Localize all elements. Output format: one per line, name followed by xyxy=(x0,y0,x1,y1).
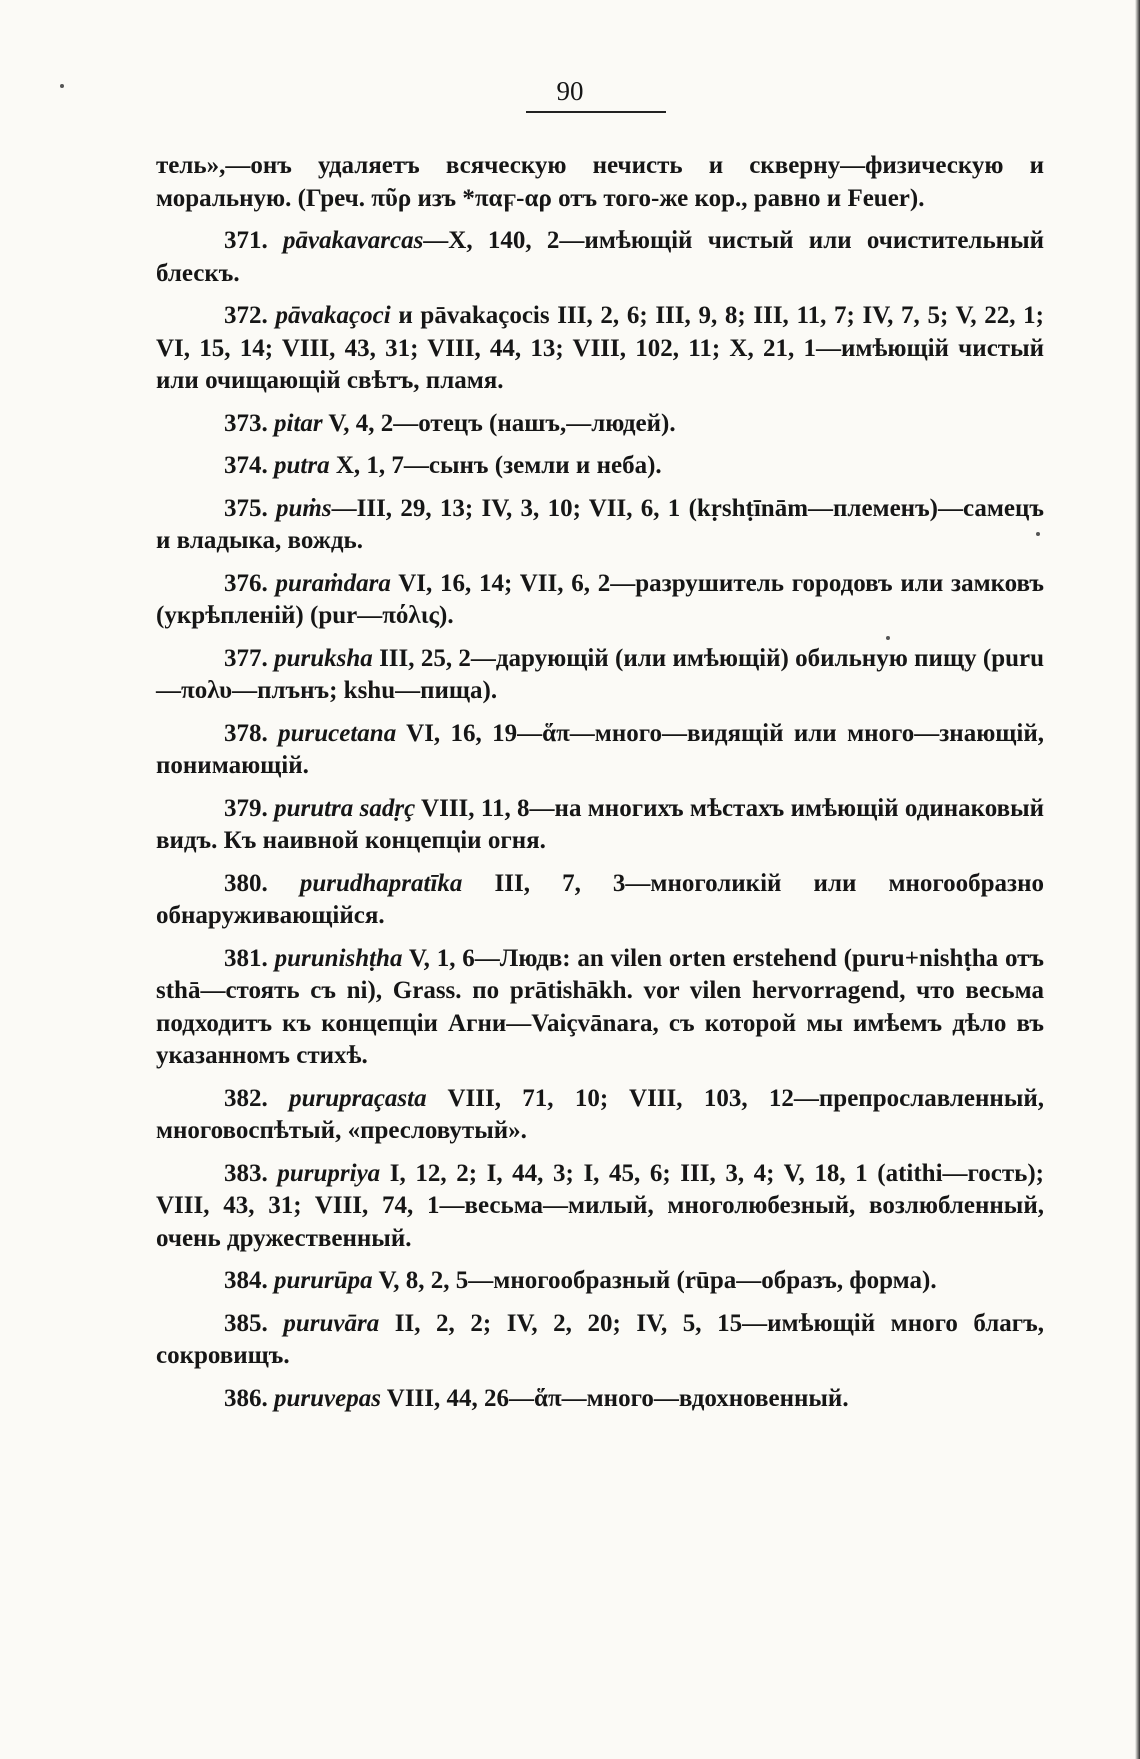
entry-text: I, 12, 2; I, 44, 3; I, 45, 6; III, 3, 4; V, 18, 1 (atithi—гость); VIII, 43, 31; VIII, 74, 1—весьма—милый, многолюбезный, возлюбленный, очень дружественный. xyxy=(156,1159,1045,1252)
entry-term: pururūpa xyxy=(274,1267,373,1294)
entry-number: 386. xyxy=(224,1384,268,1412)
scan-speck xyxy=(886,636,890,640)
entry-term: puruvāra xyxy=(283,1309,380,1337)
entry-371 xyxy=(156,225,1044,290)
entry-number: 371. xyxy=(224,227,268,254)
scan-speck xyxy=(60,84,64,88)
entry-text: VIII, 11, 8—на многихъ мѣстахъ имѣющій одинаковый видъ. Къ наивной концепціи огня. xyxy=(156,794,1045,854)
entry-number: 375. xyxy=(224,494,268,522)
entry-term: purucetana xyxy=(278,719,397,747)
entry-text: V, 8, 2, 5—многообразный (rūpa—образъ, форма). xyxy=(372,1267,937,1294)
entry-number: 373. xyxy=(224,409,268,437)
entry-number: 381. xyxy=(224,944,268,972)
entry-text: III, 7, 3—многоликій или многообразно обнаруживающійся. xyxy=(156,869,1044,929)
entry-term: pāvakaçoci xyxy=(275,302,391,329)
entry-373 xyxy=(156,408,1044,441)
entry-text: и pāvakaçocis III, 2, 6; III, 9, 8; III, 11, 7; IV, 7, 5; V, 22, 1; VI, 15, 14; VIII, 43, 31; VIII, 44, 13; VIII, 102, 11; X, 21, 1—имѣющій чистый или очищающій свѣтъ, пламя. xyxy=(156,302,1045,394)
entry-text: —X, 140, 2—имѣющій чистый или очистительный блескъ. xyxy=(156,227,1045,287)
entry-375 xyxy=(156,493,1044,558)
page-number: 90 xyxy=(556,76,584,106)
entry-number: 380. xyxy=(224,869,268,897)
dictionary-text xyxy=(156,150,1044,1425)
entry-number: 377. xyxy=(224,644,268,672)
entry-382 xyxy=(156,1083,1044,1148)
entry-term: pitar xyxy=(274,409,323,437)
entry-381 xyxy=(156,943,1044,1073)
scan-edge-shadow xyxy=(1135,0,1140,1759)
entry-continuation xyxy=(156,150,1044,215)
entry-383 xyxy=(156,1158,1044,1256)
entry-text: VI, 16, 14; VII, 6, 2—разрушитель городовъ или замковъ (укрѣпленій) (pur—πόλις). xyxy=(156,569,1044,629)
entry-term: pāvakavarcas xyxy=(283,227,424,254)
entry-text: VIII, 44, 26—ἅπ—много—вдохновенный. xyxy=(380,1384,849,1412)
entry-number: 376. xyxy=(224,569,268,597)
entry-term: purupriya xyxy=(277,1159,381,1187)
scan-speck xyxy=(1036,532,1040,536)
entry-term: puruksha xyxy=(274,644,373,672)
entry-385 xyxy=(156,1308,1044,1373)
entry-term: puṁs xyxy=(276,494,332,522)
entry-number: 385. xyxy=(224,1309,268,1337)
entry-text: V, 1, 6—Людв: an vilen orten erstehend (puru+nishṭha отъ sthā—стоять съ ni), Grass. по prātishākh. vor vilen hervorragend, что весьма подходитъ къ концепціи Агни—Vaiçvānara, съ которой мы имѣемъ дѣло въ указанномъ стихѣ. xyxy=(156,944,1045,1069)
entry-378 xyxy=(156,718,1044,783)
entry-text: тель»,—онъ удаляетъ всяческую нечисть и скверну—физическую и моральную. (Греч. πῦρ изъ *παϝ-αρ отъ того-же кор., равно и Feuer). xyxy=(156,152,1044,212)
entry-term: putra xyxy=(274,452,330,479)
entry-number: 384. xyxy=(224,1267,268,1294)
entry-377 xyxy=(156,643,1044,708)
entry-386 xyxy=(156,1383,1044,1416)
entry-text: II, 2, 2; IV, 2, 20; IV, 5, 15—имѣющій много благъ, сокровищъ. xyxy=(156,1309,1044,1369)
entry-text: VI, 16, 19—ἅπ—много—видящій или много—знающій, понимающій. xyxy=(156,719,1045,779)
entry-380 xyxy=(156,868,1044,933)
page-number-rule xyxy=(526,111,666,113)
entry-text: V, 4, 2—отецъ (нашъ,—людей). xyxy=(322,409,676,437)
entry-374 xyxy=(156,450,1044,483)
entry-number: 378. xyxy=(224,719,268,747)
entry-379 xyxy=(156,793,1044,858)
entry-term: purutra sadṛç xyxy=(274,794,416,822)
entry-term: purunishṭha xyxy=(274,944,403,972)
entry-text: VIII, 71, 10; VIII, 103, 12—препрославленный, многовоспѣтый, «пресловутый». xyxy=(156,1084,1044,1144)
entry-376 xyxy=(156,568,1044,633)
entry-term: purudhapratīka xyxy=(299,869,463,897)
entry-term: purupraçasta xyxy=(289,1084,427,1112)
entry-384 xyxy=(156,1265,1044,1298)
entry-number: 379. xyxy=(224,794,268,822)
entry-372 xyxy=(156,300,1044,398)
entry-term: puruvepas xyxy=(274,1384,381,1412)
entry-text: III, 25, 2—дарующій (или имѣющій) обильную пищу (puru—πολυ—плънъ; kshu—пища). xyxy=(156,644,1045,704)
entry-number: 383. xyxy=(224,1159,268,1187)
entry-text: X, 1, 7—сынъ (земли и неба). xyxy=(329,452,662,479)
entry-number: 374. xyxy=(224,452,268,479)
entry-text: —III, 29, 13; IV, 3, 10; VII, 6, 1 (kṛshṭīnām—племенъ)—самецъ и владыка, вождь. xyxy=(156,494,1044,554)
entry-number: 372. xyxy=(224,302,268,329)
entry-term: puraṁdara xyxy=(275,569,391,597)
entry-number: 382. xyxy=(224,1084,268,1112)
